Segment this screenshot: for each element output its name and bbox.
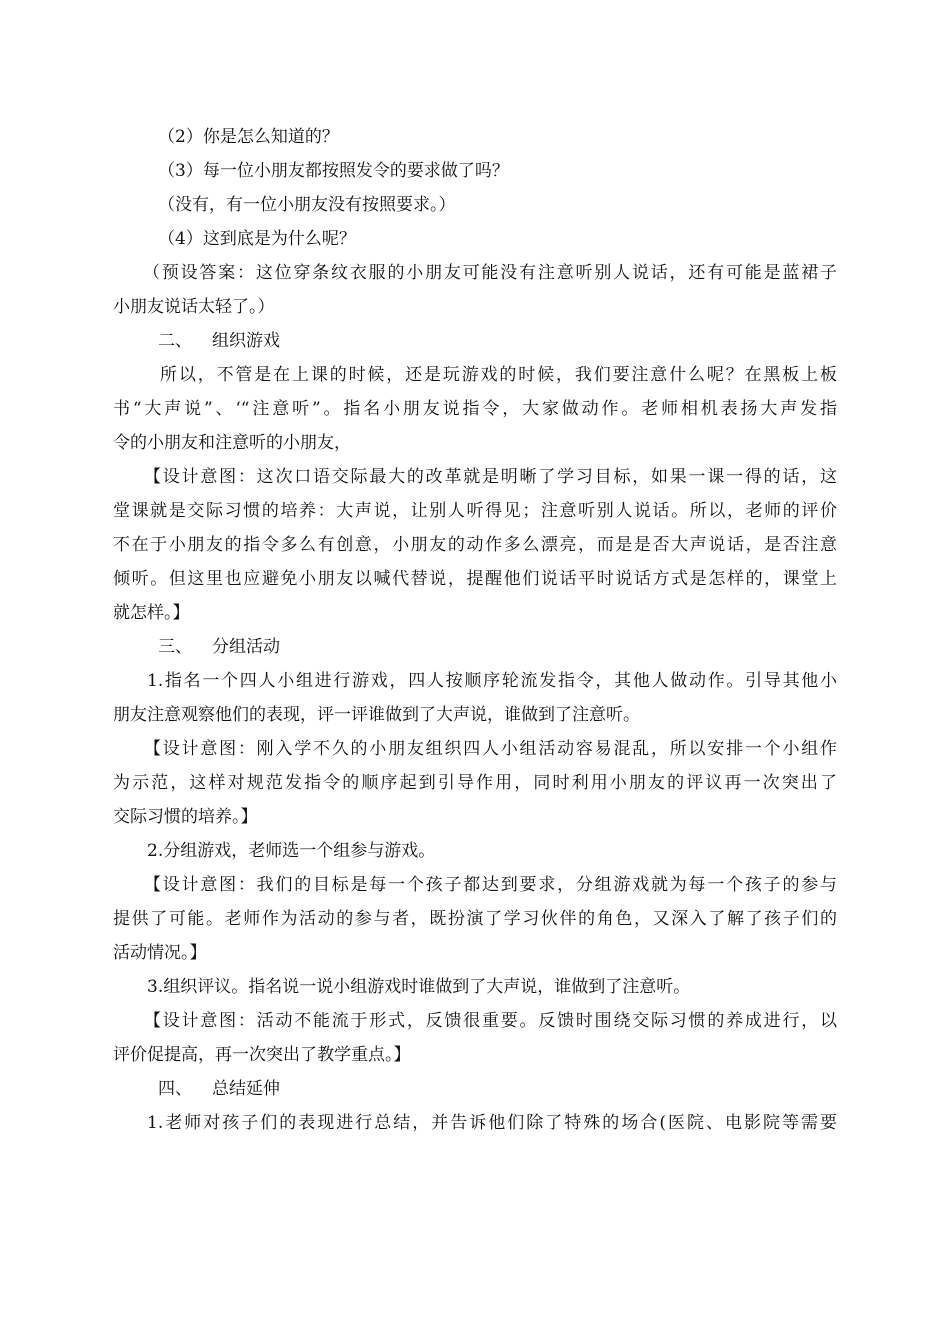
question-3: （3）每一位小朋友都按照发令的要求做了吗？: [158, 161, 509, 181]
section-3-item-1-line: 朋友注意观察他们的表现，评一评谁做到了大声说，谁做到了注意听。: [113, 705, 640, 725]
design-intent-line: 【设计意图：我们的目标是每一个孩子都达到要求，分组游戏就为每一个孩子的参与: [144, 875, 837, 895]
design-intent-line: 评价促提高，再一次突出了教学重点。】: [113, 1045, 411, 1065]
design-intent-line: 【设计意图：这次口语交际最大的改革就是明晰了学习目标，如果一课一得的话，这: [144, 467, 837, 487]
question-4: （4）这到底是为什么呢？: [158, 229, 356, 249]
answer-3: （没有，有一位小朋友没有按照要求。）: [158, 195, 456, 215]
section-2-paragraph-line: 令的小朋友和注意听的小朋友，: [113, 433, 351, 453]
design-intent-line: 交际习惯的培养。】: [113, 807, 258, 827]
section-2-number: 二、: [158, 331, 192, 351]
section-3-title: 分组活动: [212, 637, 280, 657]
preset-answer-line-2: 小朋友说话太轻了。）: [113, 297, 275, 317]
section-2-paragraph-line: 所以，不管是在上课的时候，还是玩游戏的时候，我们要注意什么呢？在黑板上板: [160, 365, 837, 385]
design-intent-line: 堂课就是交际习惯的培养：大声说，让别人听得见；注意听别人说话。所以，老师的评价: [113, 501, 837, 521]
design-intent-line: 倾听。但这里也应避免小朋友以喊代替说，提醒他们说话平时说话方式是怎样的，课堂上: [113, 569, 837, 589]
section-3-heading: [113, 630, 837, 664]
question-2: （2）你是怎么知道的？: [158, 127, 339, 147]
preset-answer-line-1: （预设答案：这位穿条纹衣服的小朋友可能没有注意听别人说话，还有可能是蓝裙子: [143, 263, 837, 283]
section-3-item-3: 3.组织评议。指名说一说小组游戏时谁做到了大声说，谁做到了注意听。: [147, 977, 691, 997]
design-intent-line: 【设计意图：活动不能流于形式，反馈很重要。反馈时围绕交际习惯的养成进行，以: [144, 1011, 837, 1031]
section-2-title: 组织游戏: [212, 331, 280, 351]
section-4-title: 总结延伸: [212, 1079, 280, 1099]
design-intent-line: 活动情况。】: [113, 943, 207, 963]
section-4-number: 四、: [158, 1079, 192, 1099]
section-3-number: 三、: [158, 637, 192, 657]
design-intent-line: 【设计意图：刚入学不久的小朋友组织四人小组活动容易混乱，所以安排一个小组作: [144, 739, 837, 759]
design-intent-line: 不在于小朋友的指令多么有创意，小朋友的动作多么漂亮，而是是否大声说话，是否注意: [113, 535, 837, 555]
design-intent-line: 提供了可能。老师作为活动的参与者，既扮演了学习伙伴的角色，又深入了解了孩子们的: [113, 909, 837, 929]
section-3-item-1-line: 1.指名一个四人小组进行游戏，四人按顺序轮流发指令，其他人做动作。引导其他小: [147, 671, 837, 691]
section-2-paragraph-line: 书“大声说”、‘“注意听”。指名小朋友说指令，大家做动作。老师相机表扬大声发指: [113, 399, 837, 419]
document-page: [113, 120, 837, 1140]
section-4-heading: [113, 1072, 837, 1106]
section-4-item-1: 1.老师对孩子们的表现进行总结，并告诉他们除了特殊的场合(医院、电影院等需要: [147, 1113, 837, 1133]
section-3-item-2: 2.分组游戏，老师选一个组参与游戏。: [147, 841, 436, 861]
section-2-heading: [113, 324, 837, 358]
design-intent-line: 就怎样。】: [113, 603, 190, 623]
design-intent-line: 为示范，这样对规范发指令的顺序起到引导作用，同时利用小朋友的评议再一次突出了: [113, 773, 837, 793]
